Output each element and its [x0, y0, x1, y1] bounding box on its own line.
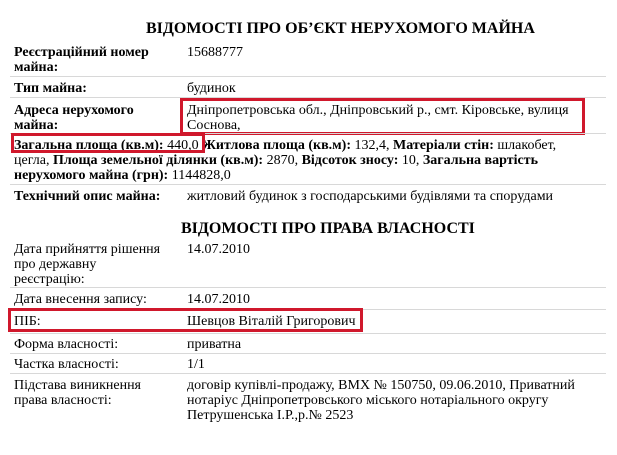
tech-description-label: Технічний опис майна:: [14, 189, 161, 204]
row-divider: [10, 333, 606, 334]
row-divider: [10, 76, 606, 77]
ownership-basis-value-line1: договір купівлі-продажу, ВМХ № 150750, 09.06.2010, Приватний: [187, 378, 575, 393]
walls-material-value-b: цегла,: [14, 153, 50, 168]
total-area-highlight-box: [11, 133, 205, 153]
address-label-line1: Адреса нерухомого: [14, 103, 134, 118]
total-cost-label-b: нерухомого майна (грн):: [14, 168, 169, 183]
owner-name-highlight-box: [8, 308, 363, 332]
ownership-form-label: Форма власності:: [14, 337, 119, 352]
property-type-value: будинок: [187, 81, 236, 96]
address-highlight-box: [180, 98, 585, 135]
owner-name-value: Шевцов Віталій Григорович: [187, 314, 356, 329]
ownership-share-label: Частка власності:: [14, 357, 119, 372]
decision-date-label-line3: реєстрацію:: [14, 272, 85, 287]
ownership-basis-value-line2: нотаріус Дніпропетровського міського нотаріального округу: [187, 393, 549, 408]
address-value-line2: Соснова,: [187, 118, 241, 133]
decision-date-label-line1: Дата прийняття рішення: [14, 242, 161, 257]
address-value-line1: Дніпропетровська обл., Дніпровський р., смт. Кіровське, вулиця: [187, 103, 569, 118]
entry-date-value: 14.07.2010: [187, 292, 250, 307]
owner-name-label: ПІБ:: [14, 314, 41, 329]
area-details-line2: цегла, Площа земельної ділянки (кв.м): 2870, Відсоток зносу: 10, Загальна вартість: [14, 153, 538, 168]
walls-material-value-a: шлакобет,: [497, 138, 557, 153]
decision-date-value: 14.07.2010: [187, 242, 250, 257]
area-details-line1: Загальна площа (кв.м): 440,0 Житлова площа (кв.м): 132,4, Матеріали стін: шлакобет,: [14, 138, 557, 153]
area-details-line3: [14, 168, 231, 183]
property-section-title: ВІДОМОСТІ ПРО ОБ’ЄКТ НЕРУХОМОГО МАЙНА: [146, 20, 535, 37]
total-area-value: 440,0: [167, 138, 199, 153]
living-area-label: Житлова площа (кв.м):: [202, 138, 351, 153]
reg-number-value: 15688777: [187, 45, 243, 60]
land-area-label: Площа земельної ділянки (кв.м):: [52, 153, 264, 168]
ownership-basis-value-line3: Петрушенська І.Р.,р.№ 2523: [187, 408, 354, 423]
row-divider: [10, 353, 606, 354]
wear-value: 10: [401, 153, 416, 168]
ownership-form-value: приватна: [187, 337, 242, 352]
row-divider: [10, 184, 606, 185]
ownership-basis-label-line1: Підстава виникнення: [14, 378, 141, 393]
total-cost-label-a: Загальна вартість: [422, 153, 538, 168]
entry-date-label: Дата внесення запису:: [14, 292, 147, 307]
reg-number-label-line1: Реєстраційний номер: [14, 45, 149, 60]
property-type-label: Тип майна:: [14, 81, 87, 96]
wear-label: Відсоток зносу:: [301, 153, 399, 168]
ownership-section-title: ВІДОМОСТІ ПРО ПРАВА ВЛАСНОСТІ: [181, 220, 475, 237]
tech-description-value: житловий будинок з господарськими будівлями та спорудами: [187, 189, 554, 204]
living-area-value: 132,4: [354, 138, 386, 153]
ownership-basis-label-line2: права власності:: [14, 393, 112, 408]
row-divider: [10, 373, 606, 374]
land-area-value: 2870: [266, 153, 295, 168]
address-label-line2: майна:: [14, 118, 59, 133]
total-cost-value: 1144828,0: [171, 168, 231, 183]
total-area-label: Загальна площа (кв.м):: [14, 138, 164, 153]
ownership-share-value: 1/1: [187, 357, 205, 372]
reg-number-label-line2: майна:: [14, 60, 59, 75]
row-divider: [10, 287, 606, 288]
walls-material-label: Матеріали стін:: [393, 138, 494, 153]
decision-date-label-line2: про державну: [14, 257, 97, 272]
